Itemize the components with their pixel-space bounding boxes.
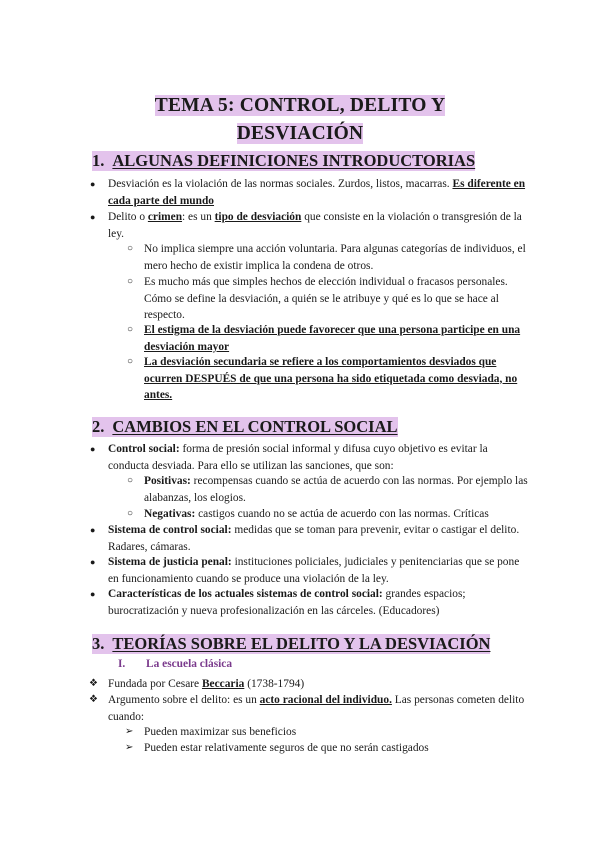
circle-bullet-icon: ○: [127, 276, 134, 287]
list-item: ❖ Fundada por Cesare Beccaria (1738-1794): [108, 676, 528, 693]
circle-bullet-icon: ○: [127, 475, 134, 486]
arrow-bullet-icon: ➢: [125, 726, 134, 737]
list-item: ○ Es mucho más que simples hechos de elección individual o fracasos personales. Cómo se define la desviación, a quién se le atribuye y qué es lo que se hace al respecto.: [127, 276, 508, 321]
bullet-icon: ●: [90, 557, 96, 567]
list-item: ● Control social: forma de presión social informal y difusa cuyo objetivo es evitar la conducta desviada. Para ello se utilizan las sanciones, que son:: [90, 443, 488, 472]
section-2-heading: 2. CAMBIOS EN EL CONTROL SOCIAL: [92, 417, 398, 436]
list-item: ○ No implica siempre una acción voluntaria. Para algunas categorías de individuos, el mero hecho de existir implica la condena de otros.: [127, 243, 526, 272]
list-item: ➢ Pueden estar relativamente seguros de que no serán castigados: [144, 740, 532, 757]
circle-bullet-icon: ○: [127, 324, 134, 335]
arrow-bullet-icon: ➢: [125, 742, 134, 753]
bullet-icon: ●: [90, 525, 96, 535]
list-item: ○ La desviación secundaria se refiere a los comportamientos desviados que ocurren DESPUÉS de que una persona ha sido etiquetada como desviada, no antes.: [127, 356, 518, 401]
title-line-2: DESVIACIÓN: [236, 123, 364, 144]
list-item: ○ El estigma de la desviación puede favorecer que una persona participe en una desviación mayor: [127, 324, 521, 353]
list-item: ● Características de los actuales sistemas de control social: grandes espacios; burocratización y nueva profesionalización en las cárceles. (Educadores): [90, 588, 466, 617]
list-item: ○ Negativas: castigos cuando no se actúa de acuerdo con las normas. Críticas: [144, 506, 532, 523]
list-item: ➢ Pueden maximizar sus beneficios: [144, 724, 532, 741]
list-item: ● Sistema de control social: medidas que se toman para prevenir, evitar o castigar el delito. Radares, cámaras.: [90, 524, 520, 553]
section-3-heading: 3. TEORÍAS SOBRE EL DELITO Y LA DESVIACIÓN: [92, 634, 491, 653]
circle-bullet-icon: ○: [127, 243, 134, 254]
circle-bullet-icon: ○: [127, 508, 134, 519]
circle-bullet-icon: ○: [127, 356, 134, 367]
title-line-1: TEMA 5: CONTROL, DELITO Y: [154, 95, 446, 116]
bullet-icon: ●: [90, 179, 96, 189]
list-item: ● Desviación es la violación de las normas sociales. Zurdos, listos, macarras. Es diferente en cada parte del mundo: [90, 178, 526, 207]
bullet-icon: ●: [90, 444, 96, 454]
subsection-heading: I. La escuela clásica: [118, 658, 233, 670]
diamond-bullet-icon: ❖: [89, 694, 98, 705]
section-1-heading: 1. ALGUNAS DEFINICIONES INTRODUCTORIAS: [92, 151, 476, 170]
list-item: ● Delito o crimen: es un tipo de desviación que consiste en la violación o transgresión de la ley.: [90, 211, 522, 240]
page-title: [0, 92, 600, 148]
bullet-icon: ●: [90, 589, 96, 599]
diamond-bullet-icon: ❖: [89, 678, 98, 689]
list-item: ● Sistema de justicia penal: instituciones policiales, judiciales y penitenciarias que se pone en funcionamiento cuando se produce una violación de la ley.: [90, 556, 520, 585]
bullet-icon: ●: [90, 212, 96, 222]
list-item: ❖ Argumento sobre el delito: es un acto racional del individuo. Las personas cometen delito cuando:: [89, 694, 525, 723]
list-item: ○ Positivas: recompensas cuando se actúa de acuerdo con las normas. Por ejemplo las alabanzas, los elogios.: [127, 475, 528, 504]
